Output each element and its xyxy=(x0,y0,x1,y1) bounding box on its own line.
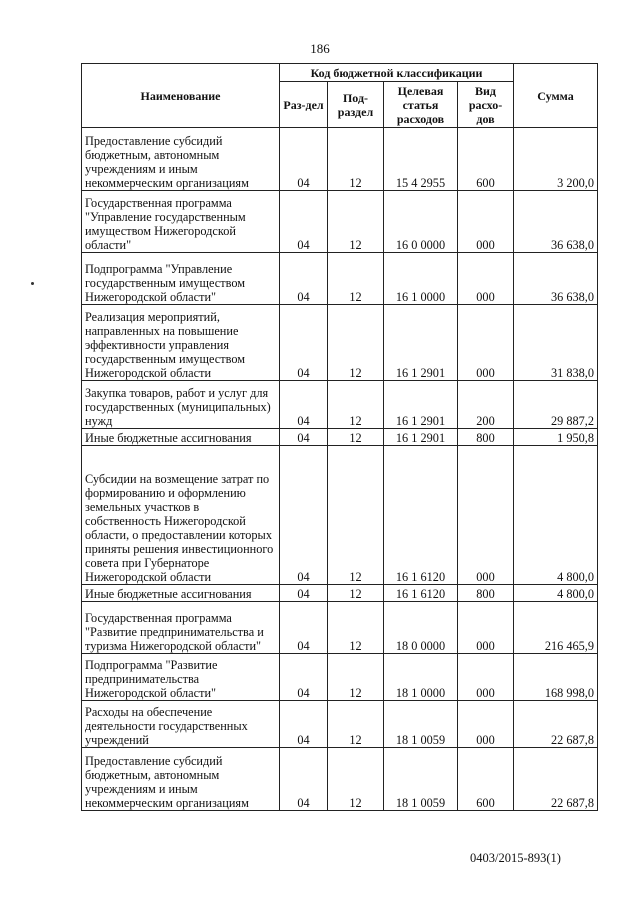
row-name: Реализация мероприятий, направленных на повышение эффективности управления государственным имуществом Нижегородской области xyxy=(82,305,280,381)
row-razdel: 04 xyxy=(280,381,328,429)
row-razdel: 04 xyxy=(280,748,328,811)
row-razdel: 04 xyxy=(280,305,328,381)
row-summa: 3 200,0 xyxy=(514,128,598,191)
row-podrazdel: 12 xyxy=(328,191,384,253)
page-number: 186 xyxy=(310,41,330,56)
row-tselevaya: 15 4 2955 xyxy=(384,128,458,191)
row-vid: 000 xyxy=(458,305,514,381)
row-tselevaya: 18 0 0000 xyxy=(384,602,458,654)
row-razdel: 04 xyxy=(280,429,328,446)
table-row xyxy=(82,446,598,585)
row-name: Расходы на обеспечение деятельности государственных учреждений xyxy=(82,701,280,748)
row-summa: 29 887,2 xyxy=(514,381,598,429)
table-row xyxy=(82,381,598,429)
row-vid: 200 xyxy=(458,381,514,429)
header-name: Наименование xyxy=(82,64,280,128)
row-podrazdel: 12 xyxy=(328,128,384,191)
row-summa: 216 465,9 xyxy=(514,602,598,654)
row-vid: 800 xyxy=(458,585,514,602)
table-row xyxy=(82,748,598,811)
row-tselevaya: 16 1 6120 xyxy=(384,446,458,585)
row-vid: 800 xyxy=(458,429,514,446)
row-name: Государственная программа "Управление государственным имуществом Нижегородской области" xyxy=(82,191,280,253)
row-podrazdel: 12 xyxy=(328,602,384,654)
header-classification-group: Код бюджетной классификации xyxy=(280,64,514,82)
row-summa: 36 638,0 xyxy=(514,253,598,305)
row-name: Предоставление субсидий бюджетным, автономным учреждениям и иным некоммерческим организациям xyxy=(82,748,280,811)
table-row xyxy=(82,654,598,701)
row-razdel: 04 xyxy=(280,128,328,191)
row-tselevaya: 16 0 0000 xyxy=(384,191,458,253)
row-name: Государственная программа "Развитие предпринимательства и туризма Нижегородской области" xyxy=(82,602,280,654)
row-vid: 000 xyxy=(458,191,514,253)
row-tselevaya: 16 1 2901 xyxy=(384,381,458,429)
table-row xyxy=(82,191,598,253)
row-summa: 4 800,0 xyxy=(514,446,598,585)
row-summa: 36 638,0 xyxy=(514,191,598,253)
table-row xyxy=(82,128,598,191)
row-podrazdel: 12 xyxy=(328,429,384,446)
table-body xyxy=(82,128,598,811)
header-razdel: Раз-дел xyxy=(280,82,328,128)
row-vid: 000 xyxy=(458,253,514,305)
budget-table xyxy=(81,63,598,811)
header-podrazdel: Под-раздел xyxy=(328,82,384,128)
row-razdel: 04 xyxy=(280,191,328,253)
row-vid: 000 xyxy=(458,446,514,585)
row-summa: 31 838,0 xyxy=(514,305,598,381)
row-name: Иные бюджетные ассигнования xyxy=(82,429,280,446)
row-tselevaya: 18 1 0059 xyxy=(384,748,458,811)
row-vid: 000 xyxy=(458,602,514,654)
row-summa: 1 950,8 xyxy=(514,429,598,446)
row-tselevaya: 16 1 6120 xyxy=(384,585,458,602)
row-name: Иные бюджетные ассигнования xyxy=(82,585,280,602)
row-summa: 22 687,8 xyxy=(514,701,598,748)
table-row xyxy=(82,585,598,602)
table-header xyxy=(82,64,598,128)
row-razdel: 04 xyxy=(280,253,328,305)
table-row xyxy=(82,305,598,381)
row-tselevaya: 16 1 2901 xyxy=(384,429,458,446)
row-razdel: 04 xyxy=(280,446,328,585)
row-vid: 000 xyxy=(458,654,514,701)
row-name: Субсидии на возмещение затрат по формированию и оформлению земельных участков в собственность Нижегородской области, о предоставлении которых приняты решения инвестиционного совета при Губернаторе Нижегородской области xyxy=(82,446,280,585)
row-summa: 4 800,0 xyxy=(514,585,598,602)
row-podrazdel: 12 xyxy=(328,585,384,602)
row-podrazdel: 12 xyxy=(328,253,384,305)
row-tselevaya: 18 1 0000 xyxy=(384,654,458,701)
table-row xyxy=(82,602,598,654)
row-razdel: 04 xyxy=(280,602,328,654)
row-tselevaya: 16 1 0000 xyxy=(384,253,458,305)
row-name: Закупка товаров, работ и услуг для государственных (муниципальных) нужд xyxy=(82,381,280,429)
table-row xyxy=(82,429,598,446)
row-razdel: 04 xyxy=(280,585,328,602)
header-tselevaya: Целевая статья расходов xyxy=(384,82,458,128)
row-summa: 22 687,8 xyxy=(514,748,598,811)
row-podrazdel: 12 xyxy=(328,381,384,429)
row-podrazdel: 12 xyxy=(328,748,384,811)
row-name: Подпрограмма "Управление государственным имуществом Нижегородской области" xyxy=(82,253,280,305)
row-name: Предоставление субсидий бюджетным, автономным учреждениям и иным некоммерческим организациям xyxy=(82,128,280,191)
row-podrazdel: 12 xyxy=(328,654,384,701)
header-summa: Сумма xyxy=(514,64,598,128)
table-row xyxy=(82,701,598,748)
row-podrazdel: 12 xyxy=(328,446,384,585)
scan-mark xyxy=(31,282,34,285)
row-vid: 000 xyxy=(458,701,514,748)
row-name: Подпрограмма "Развитие предпринимательства Нижегородской области" xyxy=(82,654,280,701)
row-podrazdel: 12 xyxy=(328,305,384,381)
row-razdel: 04 xyxy=(280,701,328,748)
row-vid: 600 xyxy=(458,128,514,191)
row-vid: 600 xyxy=(458,748,514,811)
row-tselevaya: 18 1 0059 xyxy=(384,701,458,748)
table-row xyxy=(82,253,598,305)
header-vid: Вид расхо-дов xyxy=(458,82,514,128)
row-podrazdel: 12 xyxy=(328,701,384,748)
row-razdel: 04 xyxy=(280,654,328,701)
document-code: 0403/2015-893(1) xyxy=(470,851,561,865)
row-tselevaya: 16 1 2901 xyxy=(384,305,458,381)
row-summa: 168 998,0 xyxy=(514,654,598,701)
